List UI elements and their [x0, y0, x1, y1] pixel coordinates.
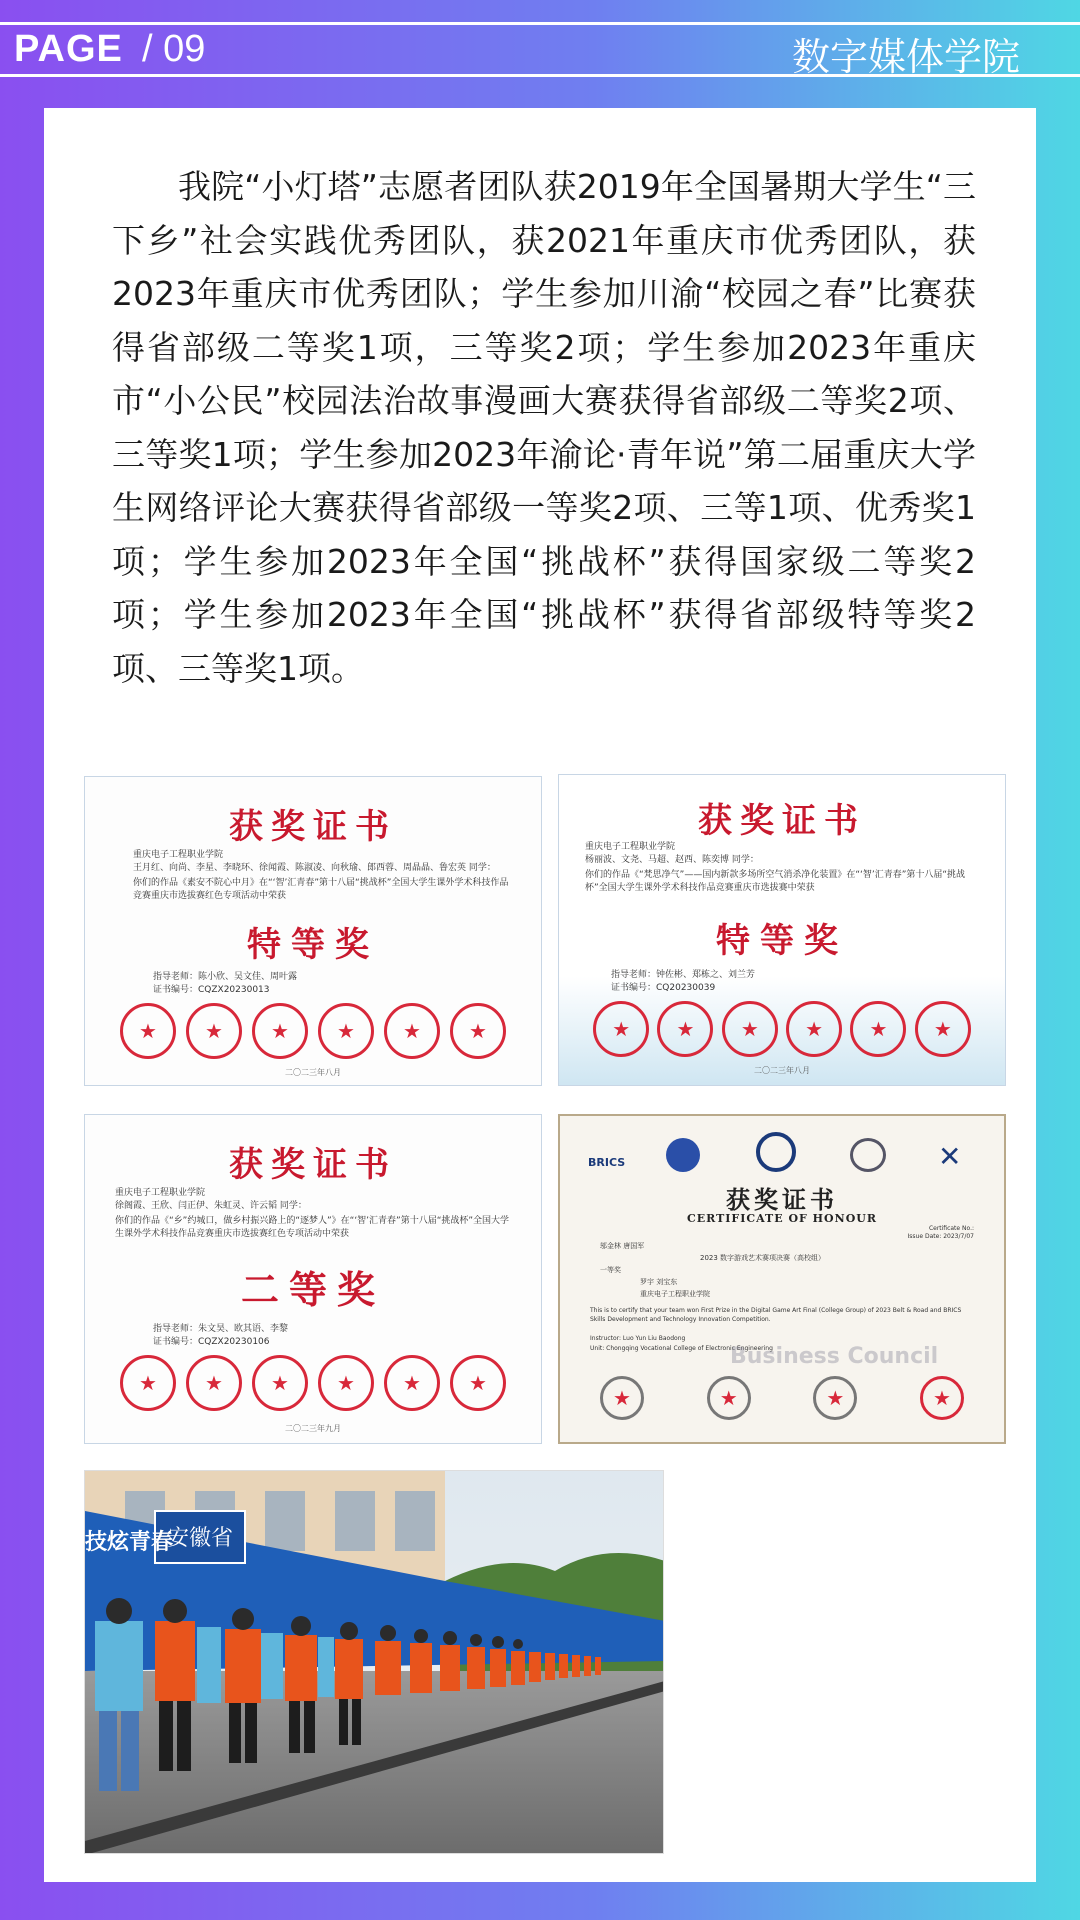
- cert-body: 你们的作品《素安不院心中月》在“‘智’汇青春”第十八届“挑战杯”全国大学生课外学术科技作品竞赛重庆市选拔赛红色专项活动中荣获: [133, 878, 509, 901]
- seal-row: [85, 1355, 541, 1411]
- cert-number: 证书编号：CQ20230039: [611, 983, 716, 993]
- cert-number: Certificate No.:: [928, 1225, 974, 1232]
- red-seal-icon: [384, 1355, 440, 1411]
- header-rule-top: [0, 22, 1080, 25]
- certificate-4-brics: [558, 1114, 1006, 1444]
- page-label: PAGE: [14, 28, 123, 70]
- red-seal-icon: [786, 1001, 842, 1057]
- cert-event: 2023 数字游戏艺术赛项决赛（高校组）: [700, 1254, 826, 1262]
- cert-school: 重庆电子工程职业学院: [585, 842, 676, 852]
- red-seal-icon: [707, 1376, 751, 1420]
- cert-award: 一等奖: [600, 1266, 621, 1274]
- photo-banner: 技炫青春: [85, 1530, 174, 1555]
- body-paragraph: 我院“小灯塔”志愿者团队获2019年全国暑期大学生“三下乡”社会实践优秀团队，获2021年重庆市优秀团队，获2023年重庆市优秀团队；学生参加川渝“校园之春”比赛获得省部级二等奖1项，三等奖2项；学生参加2023年重庆市“小公民”校园法治故事漫画大赛获得省部级二等奖2项、三等奖1项；学生参加2023年渝论·青年说”第二届重庆大学生网络评论大赛获得省部级一等奖2项、三等1项、优秀奖1项；学生参加2023年全国“挑战杯”获得国家级二等奖2项；学生参加2023年全国“挑战杯”获得省部级特等奖2项、三等奖1项。: [112, 167, 976, 688]
- cert-title: 获奖证书: [229, 1145, 397, 1185]
- red-seal-icon: [450, 1003, 506, 1059]
- certificate-1: [84, 776, 542, 1086]
- cert-school: 重庆电子工程职业学院: [133, 850, 224, 860]
- cert-body: 你们的作品《“乡”约城口，做乡村振兴路上的“逐梦人”》在“‘智’汇青春”第十八届“挑战杯”全国大学生课外学术科技作品竞赛重庆市选拔赛红色专项活动中荣获: [115, 1216, 510, 1239]
- cert-number: 证书编号：CQZX20230013: [153, 985, 270, 995]
- red-seal-icon: [722, 1001, 778, 1057]
- red-seal-icon: [920, 1376, 964, 1420]
- seal-row: [85, 1003, 541, 1059]
- red-seal-icon: [813, 1376, 857, 1420]
- red-seal-icon: [120, 1003, 176, 1059]
- red-seal-icon: [850, 1001, 906, 1057]
- cert-date: 二〇二三年八月: [285, 1068, 341, 1077]
- cert-advisor: 指导老师：朱文昊、欧其语、李黎: [153, 1324, 289, 1334]
- red-seal-icon: [384, 1003, 440, 1059]
- cert-advisor: 指导老师：钟佐彬、郑栋之、刘兰芳: [611, 970, 756, 980]
- cert-school: 重庆电子工程职业学院: [115, 1188, 206, 1198]
- red-seal-icon: [186, 1003, 242, 1059]
- cert-award: 特等奖: [716, 921, 848, 961]
- red-seal-icon: [915, 1001, 971, 1057]
- cert-award: 特等奖: [247, 925, 379, 965]
- cert-students: 王月红、向尚、李星、李晓环、徐闻霞、陈淑凌、向秋瑜、郎西蓉、周晶晶、鲁宏英 同学：: [133, 863, 496, 873]
- seal-row: [560, 1376, 1004, 1420]
- certificate-3: [84, 1114, 542, 1444]
- red-seal-icon: [318, 1355, 374, 1411]
- cert-subtitle: CERTIFICATE OF HONOUR: [686, 1212, 878, 1225]
- cert-date: 二〇二三年九月: [285, 1424, 341, 1433]
- cert-issue-date: Issue Date: 2023/7/07: [907, 1233, 974, 1240]
- emblem-icon: [666, 1138, 700, 1172]
- emblem-icon: [850, 1138, 886, 1172]
- red-seal-icon: [450, 1355, 506, 1411]
- red-seal-icon: [252, 1003, 308, 1059]
- red-seal-icon: [186, 1355, 242, 1411]
- red-seal-icon: [120, 1355, 176, 1411]
- red-seal-icon: [318, 1003, 374, 1059]
- watermark: Business Council: [730, 1344, 939, 1369]
- red-seal-icon: [252, 1355, 308, 1411]
- cert-students: 徐阁霞、王欣、闫正伊、朱虹灵、许云韬 同学：: [115, 1201, 307, 1211]
- college-name: 数字媒体学院: [791, 35, 1020, 79]
- red-seal-icon: [600, 1376, 644, 1420]
- emblem-icon: [756, 1132, 796, 1172]
- cert-advisor: 指导老师：陈小欣、吴文佳、周叶露: [153, 972, 298, 982]
- cert-number: 证书编号：CQZX20230106: [153, 1337, 270, 1347]
- cert-students: 杨丽波、文尧、马超、赵西、陈奕博 同学：: [585, 855, 759, 865]
- red-seal-icon: [657, 1001, 713, 1057]
- cert-body: 你们的作品《“梵思净气”——国内新款多场所空气消杀净化装置》在“‘智’汇青春”第十八届“挑战杯”全国大学生课外学术科技作品竞赛重庆市选拔赛中荣获: [585, 870, 966, 893]
- cert-advisor: 罗宇 刘宝东: [640, 1278, 678, 1286]
- crowd-photo-illustration: [85, 1471, 664, 1854]
- cert-title: 获奖证书: [698, 801, 866, 841]
- cert-title: 获奖证书: [229, 807, 397, 847]
- cert-date: 二〇二三年八月: [754, 1066, 810, 1075]
- seal-row: [559, 1001, 1005, 1057]
- brics-logo: BRICS: [588, 1156, 626, 1169]
- certificate-2: [558, 774, 1006, 1086]
- cert-title: 获奖证书: [726, 1185, 838, 1214]
- cert-en-unit: Unit: Chongqing Vocational College of Electronic Engineering: [590, 1345, 773, 1352]
- cert-award: 二等奖: [240, 1267, 385, 1312]
- cert-en-text: This is to certify that your team won First Prize in the Digital Game Art Final (College Group) of 2023 Belt & Road and BRICS Skills Development and Technology Innovation Competition.: [590, 1307, 962, 1323]
- cert-en-instructor: Instructor: Luo Yun Liu Baodong: [590, 1335, 686, 1342]
- photo-sign: 安徽省: [166, 1526, 234, 1551]
- emblem-icon: ✕: [938, 1140, 962, 1173]
- content-card: [44, 108, 1036, 1882]
- page-number: / 09: [142, 28, 206, 70]
- cert-recipients: 邬金林 唐国军: [600, 1242, 645, 1250]
- page-header: [0, 0, 1080, 78]
- event-photo: [84, 1470, 664, 1854]
- cert-unit: 重庆电子工程职业学院: [640, 1290, 710, 1298]
- red-seal-icon: [593, 1001, 649, 1057]
